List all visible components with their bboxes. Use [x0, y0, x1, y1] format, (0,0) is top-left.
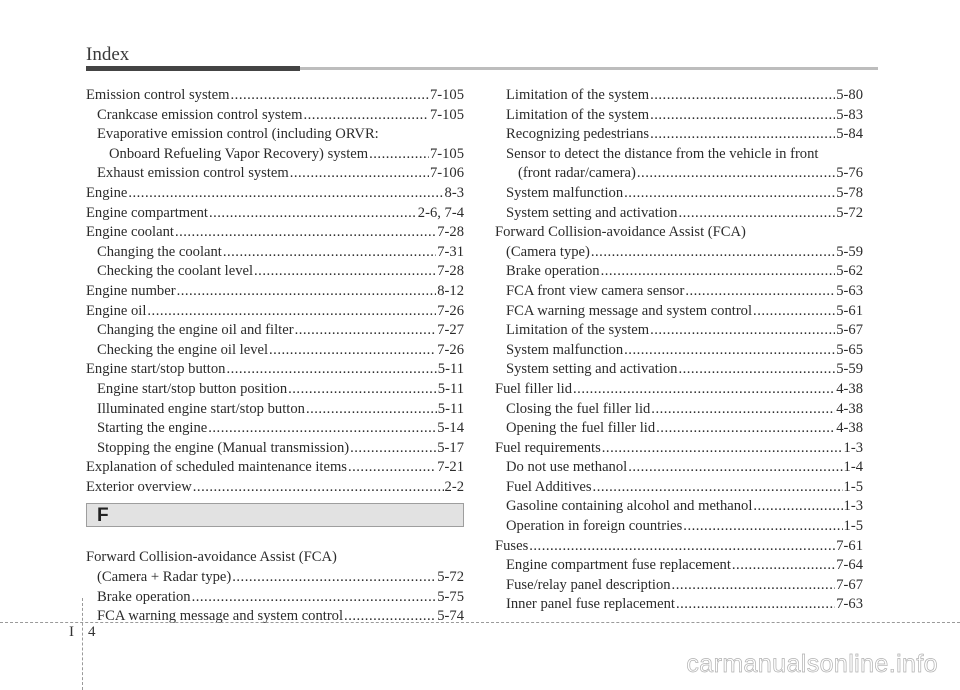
dot-leader: [177, 282, 437, 302]
index-entry: [86, 478, 464, 498]
index-entry-page: 4-38: [836, 380, 863, 397]
index-entry-label: Closing the fuel filler lid: [506, 400, 651, 417]
index-entry-page: 7-27: [437, 322, 464, 339]
dot-leader: [192, 588, 437, 608]
index-entry-label: Engine start/stop button position: [97, 380, 288, 397]
index-entry-label: Brake operation: [506, 263, 600, 280]
dot-leader: [753, 497, 842, 517]
index-entry: [86, 243, 464, 263]
index-entry-label: Fuel filler lid: [495, 380, 573, 397]
index-entry: [86, 282, 464, 302]
header-rule-dark: [86, 66, 300, 71]
dot-leader: [226, 360, 436, 380]
index-entry-page: 1-3: [843, 439, 863, 456]
dot-leader: [732, 556, 835, 576]
dot-leader: [231, 86, 429, 106]
index-entry: [86, 548, 464, 568]
index-list-e: [86, 86, 464, 497]
index-entry: [495, 184, 863, 204]
index-entry-page: 2-2: [444, 478, 464, 495]
section-header-f: [86, 503, 464, 527]
index-entry: [495, 164, 863, 184]
dot-leader: [288, 380, 437, 400]
dot-leader: [304, 106, 429, 126]
index-entry-label: Explanation of scheduled maintenance items: [86, 459, 347, 476]
index-entry-page: 5-78: [836, 184, 863, 201]
index-entry-page: 7-106: [429, 165, 464, 182]
index-entry: [495, 556, 863, 576]
index-entry-label: System setting and activation: [506, 361, 678, 378]
dot-leader: [656, 419, 835, 439]
index-entry: [86, 321, 464, 341]
index-entry-label: Brake operation: [97, 588, 191, 605]
dot-leader: [624, 184, 835, 204]
index-entry-page: 1-5: [843, 478, 863, 495]
index-entry-page: 5-83: [836, 106, 863, 123]
index-entry-label: Engine coolant: [86, 224, 174, 241]
index-entry: [86, 400, 464, 420]
watermark-text: carmanualsonline.info: [686, 650, 938, 678]
index-entry-page: 7-67: [836, 576, 863, 593]
dot-leader: [678, 204, 835, 224]
index-entry: [495, 341, 863, 361]
index-entry-page: 5-84: [836, 126, 863, 143]
dot-leader: [672, 576, 836, 596]
index-entry: [86, 419, 464, 439]
index-entry-label: System setting and activation: [506, 204, 678, 221]
footer-section-label: I: [69, 624, 74, 640]
dot-leader: [650, 125, 835, 145]
index-entry-label: Limitation of the system: [506, 106, 650, 123]
index-entry-label: Fuse/relay panel description: [506, 576, 671, 593]
index-entry: [86, 360, 464, 380]
dot-leader: [350, 439, 436, 459]
dot-leader: [529, 537, 835, 557]
index-entry-page: 5-61: [836, 302, 863, 319]
index-entry-page: 1-5: [843, 518, 863, 535]
dot-leader: [624, 341, 835, 361]
index-entry: [495, 380, 863, 400]
dot-leader: [128, 184, 443, 204]
index-entry-label: Fuel requirements: [495, 439, 601, 456]
index-entry-page: 2-6, 7-4: [417, 204, 464, 221]
index-entry-label: Do not use methanol: [506, 459, 628, 476]
dot-leader: [232, 568, 436, 588]
index-entry-page: 5-59: [836, 243, 863, 260]
index-list-f-start: [86, 548, 464, 626]
index-entry-label: Fuel Additives: [506, 478, 592, 495]
index-entry-page: 8-3: [444, 184, 464, 201]
index-entry-page: 4-38: [836, 400, 863, 417]
index-entry: [495, 106, 863, 126]
index-entry: [495, 537, 863, 557]
index-entry: [86, 302, 464, 322]
index-column-left: [86, 86, 464, 627]
index-entry-label: System malfunction: [506, 341, 624, 358]
index-entry-page: 5-65: [836, 341, 863, 358]
index-entry-page: 5-62: [836, 263, 863, 280]
index-entry-page: 7-26: [437, 341, 464, 358]
index-entry: [86, 607, 464, 627]
index-entry: [86, 223, 464, 243]
index-column-right: [495, 86, 863, 615]
index-entry-label: FCA warning message and system control: [506, 302, 753, 319]
index-entry-page: 8-12: [437, 282, 464, 299]
index-entry-page: 1-4: [843, 459, 863, 476]
index-entry: [495, 243, 863, 263]
index-entry: [495, 204, 863, 224]
index-entry: [86, 106, 464, 126]
index-entry: [495, 458, 863, 478]
index-entry-label: (Camera + Radar type): [97, 569, 232, 586]
index-entry-page: 7-63: [836, 596, 863, 613]
index-entry: [495, 86, 863, 106]
index-entry-label: Recognizing pedestrians: [506, 126, 650, 143]
index-entry-page: 7-21: [437, 459, 464, 476]
index-entry: [86, 125, 464, 145]
index-entry: [495, 478, 863, 498]
index-entry-label: Opening the fuel filler lid: [506, 420, 656, 437]
index-entry-page: 7-105: [429, 106, 464, 123]
dot-leader: [223, 243, 436, 263]
section-letter: F: [97, 504, 109, 526]
index-entry-label: Crankcase emission control system: [97, 106, 303, 123]
index-entry-page: 5-72: [836, 204, 863, 221]
index-entry: [86, 262, 464, 282]
index-entry: [495, 517, 863, 537]
dot-leader: [628, 458, 842, 478]
index-entry: [495, 145, 863, 165]
index-entry: [495, 419, 863, 439]
index-entry-page: 5-80: [836, 87, 863, 103]
index-entry-label: Forward Collision-avoidance Assist (FCA): [495, 224, 746, 241]
index-entry-page: 7-31: [437, 243, 464, 260]
dot-leader: [637, 164, 835, 184]
index-entry-page: 5-76: [836, 165, 863, 182]
index-entry-page: 5-74: [437, 608, 464, 625]
index-entry-page: 7-61: [836, 537, 863, 554]
index-entry: [495, 576, 863, 596]
index-entry-label: Engine oil: [86, 302, 147, 319]
index-entry-label: Gasoline containing alcohol and methanol: [506, 498, 753, 515]
header-rule-light: [300, 67, 878, 70]
index-entry-label: FCA warning message and system control: [97, 608, 344, 625]
index-entry-label: Emission control system: [86, 87, 230, 103]
index-entry-label: System malfunction: [506, 184, 624, 201]
dot-leader: [650, 86, 835, 106]
footer-crop-line-horizontal: [0, 622, 960, 623]
index-entry-page: 7-105: [429, 87, 464, 103]
index-entry-page: 4-38: [836, 420, 863, 437]
index-entry-label: Changing the coolant: [97, 243, 222, 260]
index-entry-page: 5-59: [836, 361, 863, 378]
index-entry-page: 5-11: [437, 361, 464, 378]
index-entry: [86, 439, 464, 459]
index-entry: [86, 568, 464, 588]
index-entry: [495, 262, 863, 282]
index-entry-page: 7-26: [437, 302, 464, 319]
dot-leader: [344, 607, 436, 627]
dot-leader: [369, 145, 429, 165]
index-entry-label: Illuminated engine start/stop button: [97, 400, 305, 417]
index-entry: [86, 204, 464, 224]
index-entry-label: Inner panel fuse replacement: [506, 596, 675, 613]
index-entry-page: 5-67: [836, 322, 863, 339]
index-entry: [495, 282, 863, 302]
dot-leader: [602, 439, 843, 459]
index-entry-label: Engine: [86, 184, 128, 201]
index-entry-page: 5-75: [437, 588, 464, 605]
footer-crop-line-vertical: [82, 598, 83, 690]
index-entry-page: 5-11: [437, 400, 464, 417]
index-entry-label: Evaporative emission control (including ORVR:: [97, 126, 379, 143]
index-entry: [86, 86, 464, 106]
index-entry-page: 1-3: [843, 498, 863, 515]
dot-leader: [208, 419, 436, 439]
dot-leader: [593, 478, 843, 498]
index-entry-label: Stopping the engine (Manual transmission): [97, 439, 350, 456]
dot-leader: [348, 458, 436, 478]
index-entry-label: (Camera type): [506, 243, 590, 260]
dot-leader: [753, 302, 835, 322]
index-entry-label: Checking the engine oil level: [97, 341, 269, 358]
index-entry-page: 5-63: [836, 282, 863, 299]
index-entry: [495, 400, 863, 420]
dot-leader: [650, 321, 835, 341]
index-entry: [495, 223, 863, 243]
dot-leader: [193, 478, 444, 498]
index-entry-label: FCA front view camera sensor: [506, 282, 685, 299]
index-entry: [86, 164, 464, 184]
dot-leader: [269, 341, 436, 361]
index-entry-label: Onboard Refueling Vapor Recovery) system: [109, 145, 369, 162]
index-entry-label: Engine compartment fuse replacement: [506, 557, 731, 574]
index-entry: [495, 360, 863, 380]
dot-leader: [678, 360, 835, 380]
index-entry: [86, 380, 464, 400]
index-entry: [495, 302, 863, 322]
index-entry-label: Starting the engine: [97, 420, 208, 437]
index-entry-page: 5-17: [437, 439, 464, 456]
index-entry-label: Fuses: [495, 537, 529, 554]
dot-leader: [676, 595, 835, 615]
dot-leader: [147, 302, 436, 322]
index-entry: [495, 321, 863, 341]
index-entry: [86, 145, 464, 165]
index-entry-page: 5-11: [437, 380, 464, 397]
dot-leader: [573, 380, 835, 400]
dot-leader: [209, 204, 417, 224]
index-entry: [495, 497, 863, 517]
index-entry-label: Operation in foreign countries: [506, 518, 683, 535]
index-entry-page: 7-28: [437, 224, 464, 241]
index-entry-label: Engine compartment: [86, 204, 208, 221]
index-entry-label: Exterior overview: [86, 478, 192, 495]
dot-leader: [290, 164, 429, 184]
index-entry: [495, 439, 863, 459]
dot-leader: [306, 400, 437, 420]
index-entry: [86, 588, 464, 608]
index-entry-label: Forward Collision-avoidance Assist (FCA): [86, 549, 337, 566]
dot-leader: [683, 517, 842, 537]
index-entry-label: Sensor to detect the distance from the vehicle in front: [506, 145, 819, 162]
index-entry: [495, 125, 863, 145]
index-entry: [86, 458, 464, 478]
dot-leader: [685, 282, 835, 302]
index-entry-label: (front radar/camera): [518, 165, 636, 182]
dot-leader: [650, 106, 835, 126]
index-entry-page: 5-72: [437, 569, 464, 586]
index-entry-label: Engine start/stop button: [86, 361, 226, 378]
dot-leader: [601, 262, 836, 282]
index-entry-page: 7-28: [437, 263, 464, 280]
page-title: Index: [86, 44, 130, 65]
index-entry-label: Changing the engine oil and filter: [97, 322, 294, 339]
index-entry: [495, 595, 863, 615]
index-list-f-continued: [495, 86, 863, 615]
index-entry-label: Checking the coolant level: [97, 263, 254, 280]
index-entry: [86, 341, 464, 361]
index-entry-page: 7-105: [429, 145, 464, 162]
dot-leader: [175, 223, 436, 243]
dot-leader: [254, 262, 436, 282]
footer-page-number: 4: [88, 624, 96, 640]
index-entry-page: 7-64: [836, 557, 863, 574]
dot-leader: [591, 243, 835, 263]
index-entry-label: Limitation of the system: [506, 87, 650, 103]
dot-leader: [295, 321, 437, 341]
index-entry-label: Engine number: [86, 282, 176, 299]
index-entry-page: 5-14: [437, 420, 464, 437]
index-entry-label: Exhaust emission control system: [97, 165, 289, 182]
dot-leader: [651, 400, 835, 420]
index-entry-label: Limitation of the system: [506, 322, 650, 339]
index-entry: [86, 184, 464, 204]
